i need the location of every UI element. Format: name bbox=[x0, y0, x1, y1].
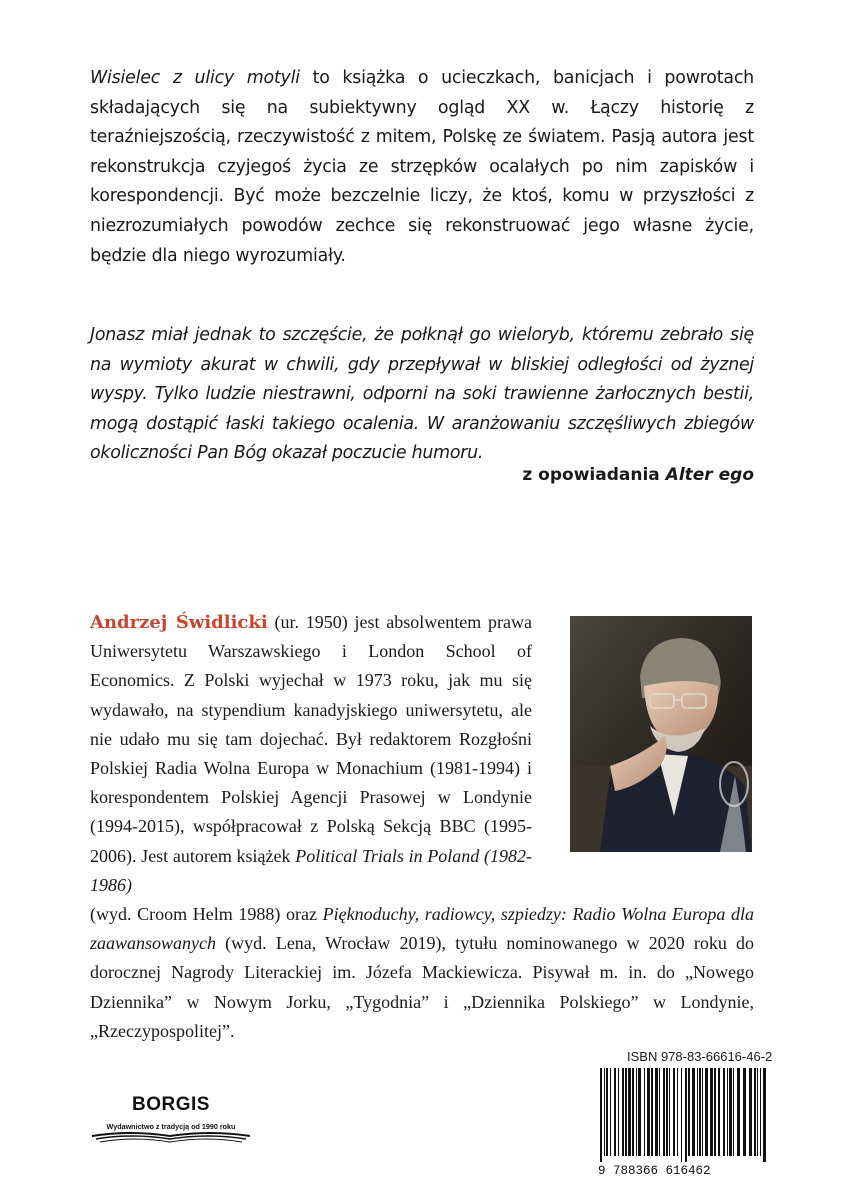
author-name: Andrzej Świdlicki bbox=[90, 612, 268, 633]
barcode-bar bbox=[647, 1068, 650, 1156]
barcode-bar bbox=[737, 1068, 740, 1156]
barcode-bar bbox=[636, 1068, 637, 1156]
barcode-bar bbox=[600, 1068, 602, 1162]
publisher-tagline: Wydawnictwo z tradycją od 1990 roku bbox=[106, 1122, 236, 1131]
barcode-bar bbox=[632, 1068, 634, 1156]
barcode-bar bbox=[714, 1068, 716, 1156]
book-title-2: Pięknoduchy, radiowcy, szpiedzy: Radio Wolna Europa dla zaawansowanych bbox=[90, 904, 755, 954]
barcode-bar bbox=[673, 1068, 675, 1156]
open-book-icon bbox=[90, 1130, 252, 1144]
barcode-digits: 9 788366 616462 bbox=[598, 1164, 711, 1178]
barcode-bar bbox=[669, 1068, 670, 1156]
quote-source-prefix: z opowiadania bbox=[522, 465, 666, 485]
barcode-bar bbox=[677, 1068, 678, 1156]
barcode-bar bbox=[699, 1068, 701, 1156]
barcode-bar bbox=[663, 1068, 665, 1156]
quote-source-title: Alter ego bbox=[665, 465, 754, 485]
barcode-bar bbox=[604, 1068, 605, 1156]
barcode-bar bbox=[688, 1068, 690, 1156]
bio-continuation bbox=[90, 904, 754, 1041]
barcode-bar bbox=[618, 1068, 619, 1156]
barcode-bar bbox=[763, 1068, 766, 1162]
excerpt-quote: Jonasz miał jednak to szczęście, że połknął go wieloryb, któremu zebrało się na wymioty akurat w chwili, gdy przepływał w bliskiej odległości od żyznej wyspy. Tylko ludzie niestrawni, odporni na soki trawienne żarłocznych bestii, mogą dostąpić łaski takiego ocalenia. W aranżowaniu szczęśliwych zbiegów okoliczności Pan Bóg okazał poczucie humoru. bbox=[90, 325, 754, 464]
barcode-bar bbox=[705, 1068, 708, 1156]
barcode-bar bbox=[625, 1068, 627, 1156]
barcode-bar bbox=[757, 1068, 758, 1156]
barcode-bar bbox=[710, 1068, 713, 1156]
barcode-bar bbox=[628, 1068, 631, 1156]
bio-text-3: (wyd. Lena, Wrocław 2019), tytułu nominowanego w 2020 roku do dorocznej Nagrody Literackiej im. Józefa Mackiewicza. Pisywał m. in. do „Nowego Dziennika” w Nowym Jorku, „Tygodnia” i „Dziennika Polskiego” w Londynie, „Rzeczypospolitej”. bbox=[90, 933, 754, 1041]
barcode-bar bbox=[702, 1068, 703, 1156]
barcode-bar bbox=[697, 1068, 698, 1156]
barcode-bar bbox=[659, 1068, 660, 1156]
barcode-bar bbox=[681, 1068, 682, 1162]
barcode-bar bbox=[651, 1068, 653, 1156]
blurb-text: to książka o ucieczkach, banicjach i powrotach składających się na subiektywny ogląd XX w. Łączy historię z teraźniejszością, rzeczywistość z mitem, Polskę ze światem. Pasją autora jest rekonstrukcja czyjegoś życia ze strzępków ocalałych po nim zapisków i korespondencji. Być może bezczelnie liczy, że ktoś, komu w przyszłości z niezrozumiałych powodów zechce się rekonstruować jego własne życie, będzie dla niego wyrozumiały. bbox=[90, 68, 754, 266]
book-title: Wisielec z ulicy motyli bbox=[90, 68, 300, 88]
barcode-bar bbox=[733, 1068, 734, 1156]
barcode-bar bbox=[692, 1068, 695, 1156]
isbn-label: ISBN 978-83-66616-46-2 bbox=[627, 1049, 773, 1064]
barcode-bar bbox=[610, 1068, 611, 1156]
barcode bbox=[596, 1068, 774, 1178]
barcode-bar bbox=[749, 1068, 752, 1156]
publisher-name: BORGIS bbox=[132, 1094, 210, 1115]
barcode-bar bbox=[638, 1068, 641, 1156]
barcode-bar bbox=[727, 1068, 728, 1156]
barcode-bar bbox=[729, 1068, 732, 1156]
publisher-logo bbox=[90, 1094, 252, 1144]
quote-source bbox=[522, 461, 754, 489]
barcode-bar bbox=[743, 1068, 746, 1156]
barcode-bar bbox=[655, 1068, 658, 1156]
barcode-bar bbox=[644, 1068, 645, 1156]
barcode-bar bbox=[614, 1068, 616, 1156]
barcode-bar bbox=[718, 1068, 720, 1156]
barcode-bars bbox=[600, 1068, 766, 1162]
book-title-1: Political Trials in Poland (1982-1986) bbox=[90, 845, 532, 895]
book-blurb bbox=[90, 64, 754, 271]
author-bio bbox=[90, 608, 754, 1046]
barcode-bar bbox=[666, 1068, 668, 1156]
barcode-bar bbox=[606, 1068, 608, 1156]
barcode-bar bbox=[754, 1068, 756, 1156]
author-bio-wrap bbox=[90, 608, 532, 900]
bio-text-2: (wyd. Croom Helm 1988) oraz bbox=[90, 904, 323, 925]
bio-text-1: (ur. 1950) jest absolwentem prawa Uniwersytetu Warszawskiego i London School of Economics. Z Polski wyjechał w 1973 roku, jak mu się wydawało, na stypendium kanadyjskiego uniwersytetu, ale nie udało mu się tam dojechać. Był redaktorem Rozgłośni Polskiej Radia Wolna Europa w Monachium (1981-1994) i korespondentem Polskiej Agencji Prasowej w Londynie (1994-2015), współpracował z Polską Sekcją BBC (1995-2006). Jest autorem książek bbox=[90, 612, 532, 866]
barcode-bar bbox=[760, 1068, 761, 1156]
barcode-bar bbox=[723, 1068, 725, 1156]
barcode-bar bbox=[622, 1068, 624, 1156]
barcode-bar bbox=[685, 1068, 687, 1162]
